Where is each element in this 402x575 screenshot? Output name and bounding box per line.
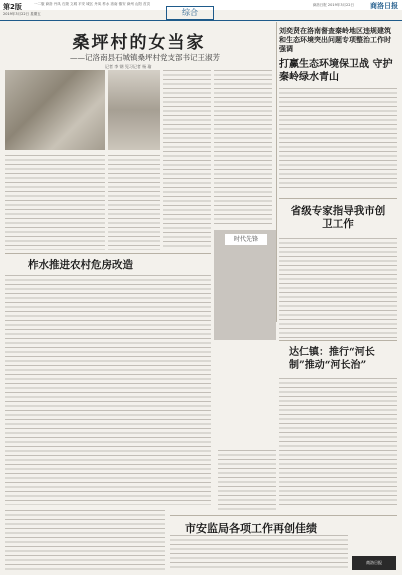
timeline-label: 时代先锋: [225, 234, 267, 245]
bottom-headline[interactable]: 市安监局各项工作再创佳绩: [185, 522, 317, 535]
left-mid-headline[interactable]: 柞水推进农村危房改造: [28, 259, 133, 271]
right-top-headline[interactable]: 打赢生态环境保卫战 守护秦岭绿水青山: [279, 59, 393, 83]
header-meta: 商洛日报 2019年3月22日: [312, 3, 354, 7]
main-headline[interactable]: 桑坪村的女当家: [72, 33, 206, 53]
divider: [5, 253, 211, 254]
right-low-text: [279, 378, 397, 508]
bottom-left-text: [5, 510, 165, 570]
page-number: 第2版: [3, 3, 22, 11]
divider: [279, 198, 397, 199]
main-article-text-col3: [163, 70, 211, 250]
vertical-photo: [218, 350, 280, 445]
main-byline: 记者 李 钢 见习记者 杨 瑜: [105, 64, 152, 69]
header-rule: [0, 20, 402, 21]
right-mid-headline[interactable]: 省级专家指导我市创卫工作: [290, 205, 386, 230]
date-line: 2019年3月22日 星期五: [3, 12, 41, 16]
right-top-kicker: 刘奕贤在洛南督查秦岭地区违规建筑和生态环境突出问题专项整治工作时强调: [279, 26, 391, 53]
right-mid-text: [279, 238, 397, 338]
main-subtitle: ——记洛南县石城镇桑坪村党支部书记王淑芳: [70, 53, 220, 62]
main-article-text-col4: [214, 70, 272, 225]
section-title: 综合: [166, 6, 214, 20]
divider: [170, 515, 397, 516]
main-article-text-col1: [5, 155, 105, 250]
secondary-photo: [108, 70, 160, 150]
divider: [279, 340, 397, 341]
bottom-text: [170, 535, 348, 570]
masthead: 商洛日报: [370, 2, 398, 10]
column-divider: [276, 22, 277, 322]
top-nav[interactable]: 一二版 商洛 丹凤 石斑 文城 平安 城区 丹凤 柞水 洛南 镇安 商州 山阳 首页: [34, 2, 150, 6]
left-mid-text: [5, 275, 211, 505]
footer-logo: 商洛日报: [352, 556, 396, 570]
vertical-photo-caption: [218, 450, 276, 510]
main-article-text-col2: [108, 155, 160, 250]
right-top-text: [279, 88, 397, 188]
right-low-headline[interactable]: 达仁镇：推行“河长制”推动“河长治”: [289, 347, 375, 371]
timeline-box: [214, 230, 276, 340]
main-photo: [5, 70, 105, 150]
